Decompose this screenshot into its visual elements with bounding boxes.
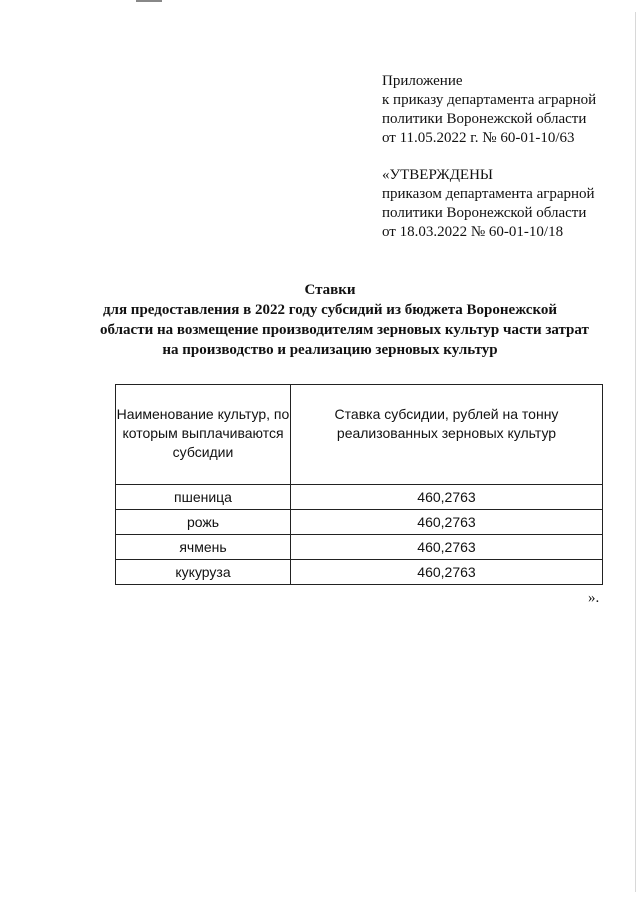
subsidy-rates-table <box>115 384 603 585</box>
approval-line: приказом департамента аграрной <box>382 186 595 202</box>
appendix-line: к приказу департамента аграрной <box>382 92 597 108</box>
table-header-row <box>116 385 603 485</box>
closing-quote-mark: ». <box>588 590 600 606</box>
header-crop-name: Наименование культур, по которым выплачиваются субсидии <box>116 385 291 485</box>
rate-cell: 460,2763 <box>291 510 603 535</box>
rate-cell: 460,2763 <box>291 535 603 560</box>
crop-cell: пшеница <box>116 485 291 510</box>
table-row <box>116 535 603 560</box>
title-line: Ставки <box>304 282 356 298</box>
crop-cell: кукуруза <box>116 560 291 585</box>
title-line: для предоставления в 2022 году субсидий из бюджета Воронежской <box>102 302 558 318</box>
appendix-line: от 11.05.2022 г. № 60-01-10/63 <box>382 130 575 146</box>
title-line: области на возмещение производителям зерновых культур части затрат <box>100 322 589 338</box>
table-row <box>116 510 603 535</box>
rate-cell: 460,2763 <box>291 485 603 510</box>
approval-reference <box>382 166 622 242</box>
crop-cell: ячмень <box>116 535 291 560</box>
appendix-reference <box>382 72 622 148</box>
table-row <box>116 560 603 585</box>
approval-line: «УТВЕРЖДЕНЫ <box>382 167 494 183</box>
approval-line: политики Воронежской области <box>382 205 587 221</box>
title-line: на производство и реализацию зерновых культур <box>162 342 498 358</box>
appendix-line: Приложение <box>382 73 463 89</box>
crop-cell: рожь <box>116 510 291 535</box>
appendix-line: политики Воронежской области <box>382 111 587 127</box>
document-title <box>100 280 589 360</box>
scan-edge-mark <box>136 0 162 2</box>
header-subsidy-rate: Ставка субсидии, рублей на тонну реализованных зерновых культур <box>291 385 603 485</box>
approval-line: от 18.03.2022 № 60-01-10/18 <box>382 224 564 240</box>
table-row <box>116 485 603 510</box>
rate-cell: 460,2763 <box>291 560 603 585</box>
scan-edge-line <box>635 12 636 892</box>
